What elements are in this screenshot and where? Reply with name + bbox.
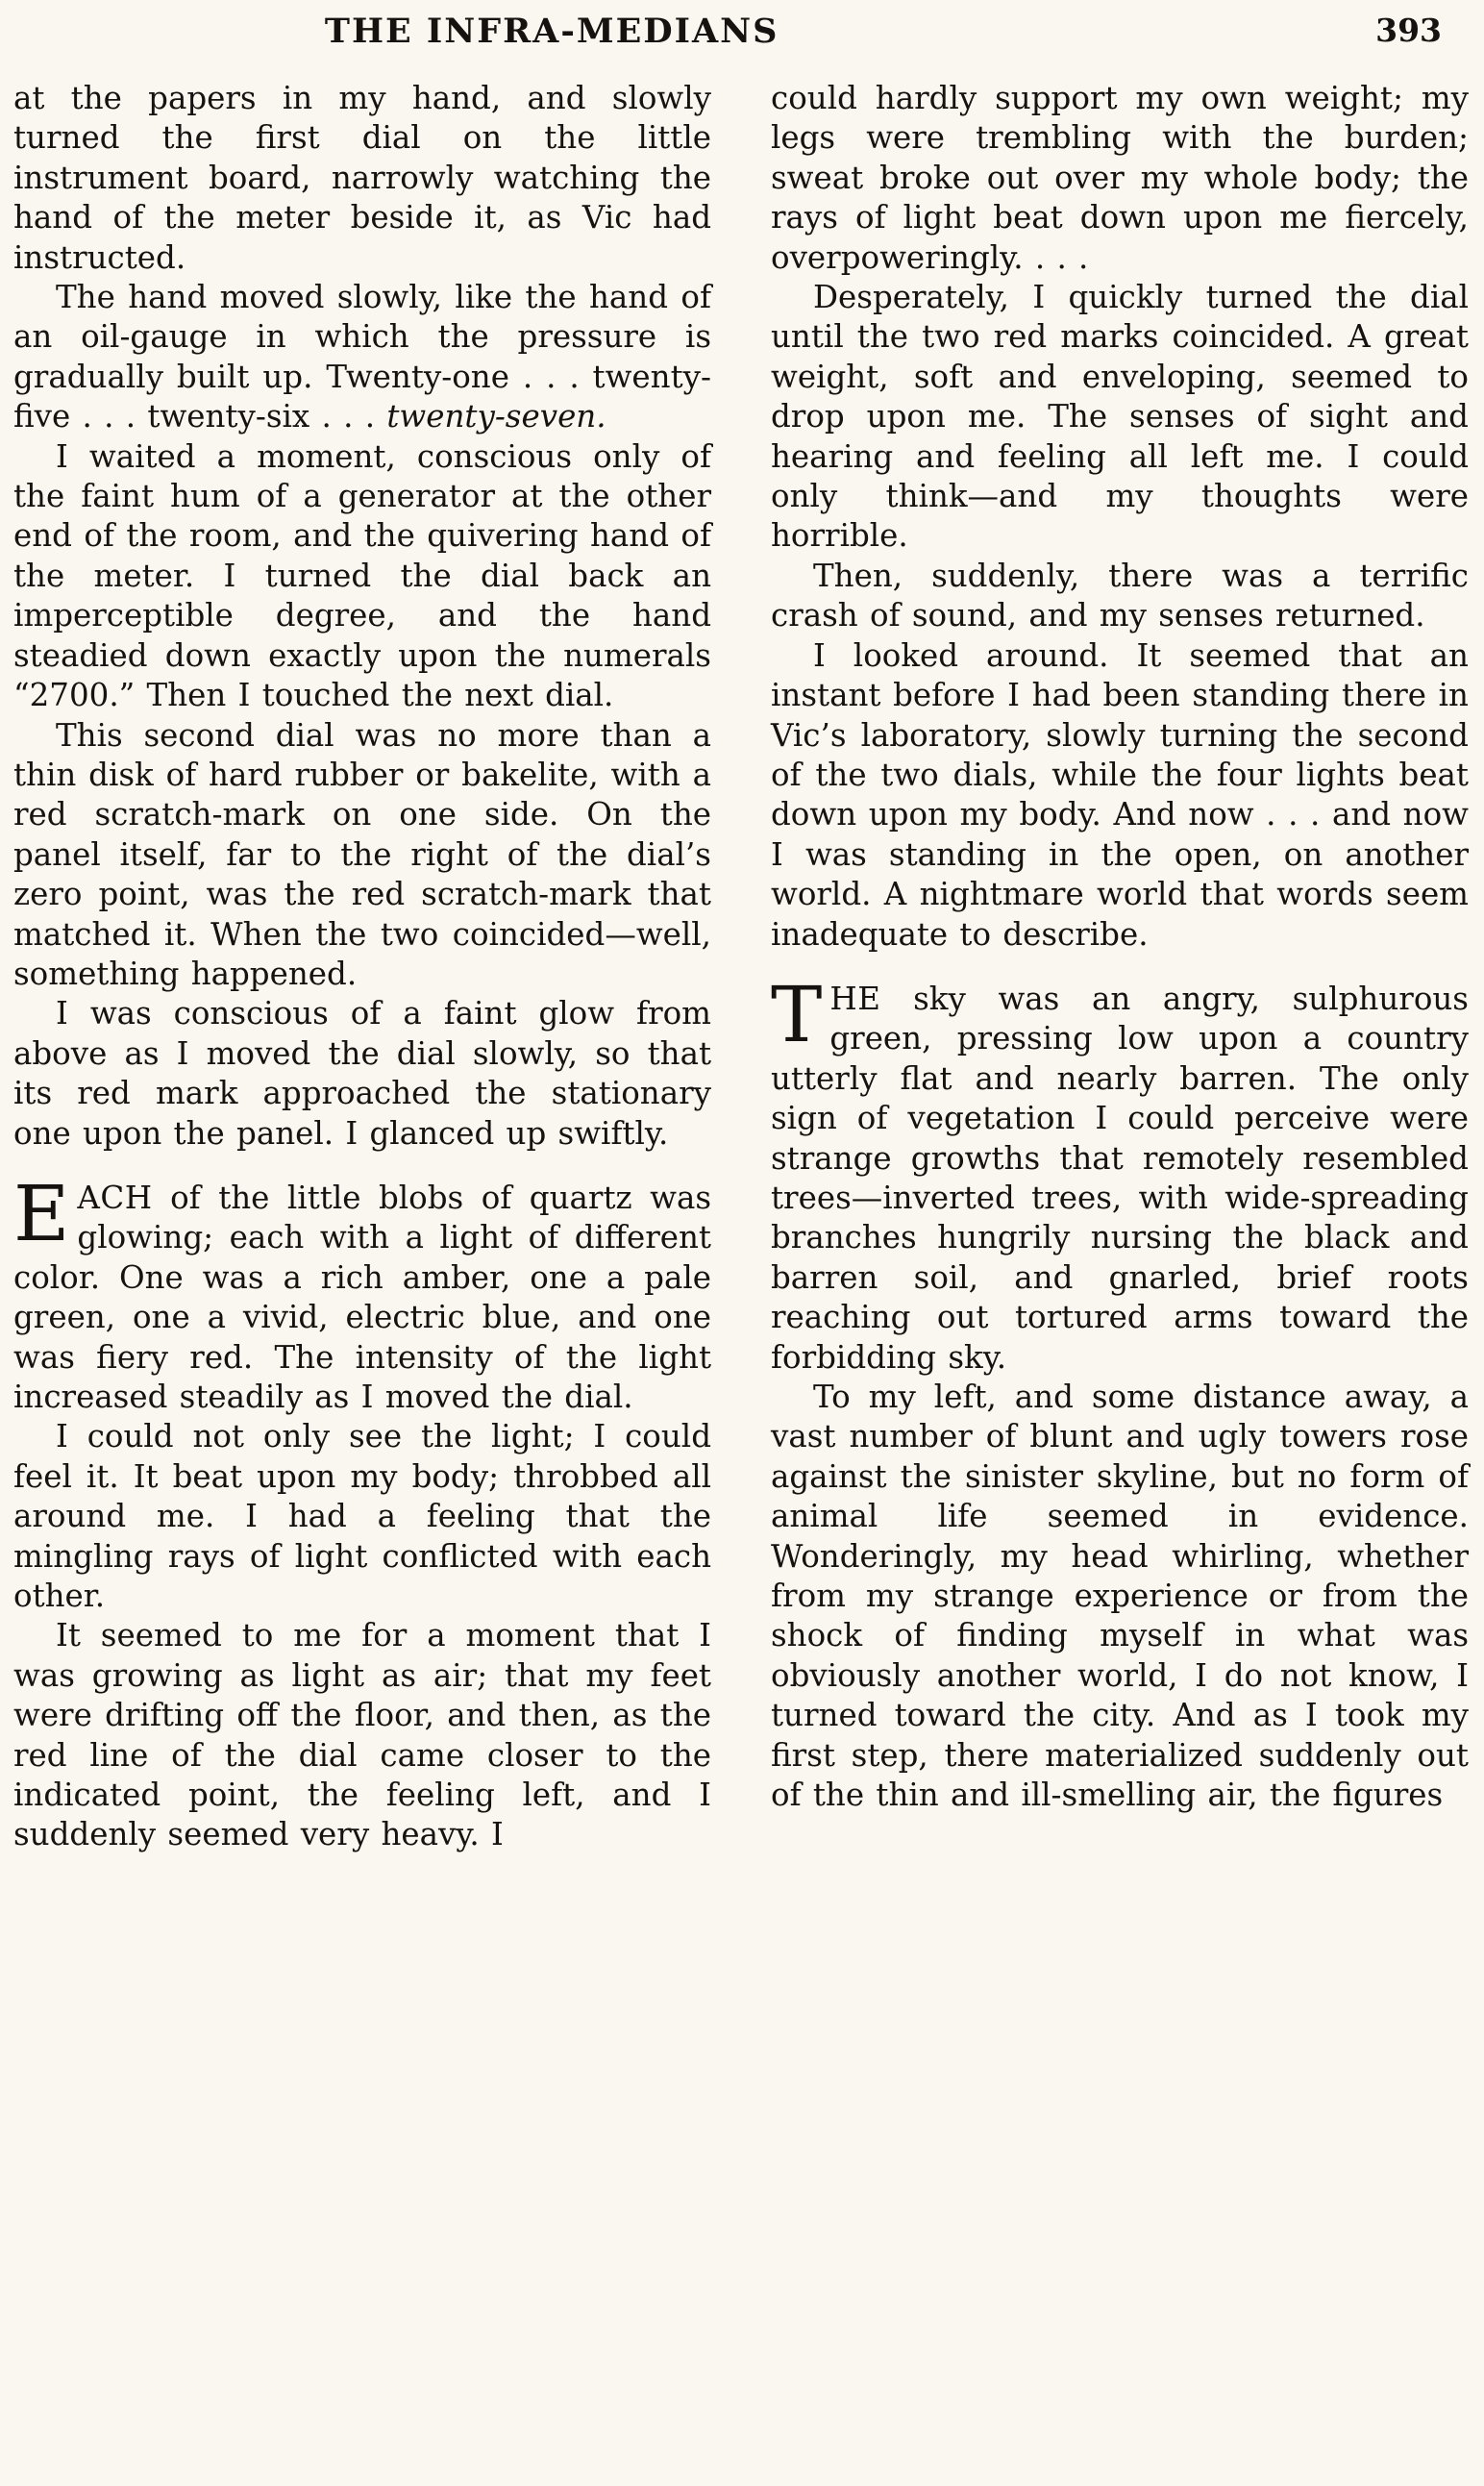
paragraph: I could not only see the light; I could feel it. It beat upon my body; throbbed all around me. I had a feeling that the mingling rays of light conflicted with each other. [13, 1418, 711, 1615]
right-column [771, 79, 1469, 1855]
text-columns [13, 79, 1469, 1855]
lead-caps: ACH [77, 1179, 153, 1216]
paragraph: could hardly support my own weight; my legs were trembling with the burden; sweat broke out over my whole body; the rays of light beat down upon me fiercely, overpoweringly. . . . [771, 80, 1469, 276]
paragraph-text: of the little blobs of quartz was glowing; each with a light of different color. One was a rich amber, one a pale green, one a vivid, electric blue, and one was fiery red. The intensity of the light increased steadily as I moved the dial. [13, 1179, 711, 1415]
page-number: 393 [1375, 12, 1442, 49]
paragraph: I waited a moment, conscious only of the faint hum of a generator at the other end of the room, and the quivering hand of the meter. I turned the dial back an imperceptible degree, and the hand steadied down exactly upon the numerals “2700.” Then I touched the next dial. [13, 437, 711, 714]
paragraph: It seemed to me for a moment that I was growing as light as air; that my feet were drifting off the floor, and then, as the red line of the dial came closer to the indicated point, the feeling left, and I suddenly seemed very heavy. I [13, 1617, 711, 1853]
paragraph: Then, suddenly, there was a terrific crash of sound, and my senses returned. [771, 557, 1469, 634]
paragraph: I was conscious of a faint glow from above as I moved the dial slowly, so that its red mark approached the stationary one upon the panel. I glanced up swiftly. [13, 995, 711, 1152]
section-opening-paragraph [771, 969, 1469, 1378]
lead-caps: HE [829, 980, 881, 1017]
drop-cap: T [771, 969, 823, 1059]
paragraph: To my left, and some distance away, a vast number of blunt and ugly towers rose against the sinister skyline, but no form of animal life seemed in evidence. Wonderingly, my head whirling, whether from my strange experience or from the shock of finding myself in what was obviously another world, I do not know, I turned toward the city. And as I took my first step, there materialized suddenly out of the thin and ill-smelling air, the figures [771, 1379, 1469, 1814]
drop-cap: E [13, 1168, 70, 1258]
paragraph: at the papers in my hand, and slowly turned the first dial on the little instrument board, narrowly watching the hand of the meter beside it, as Vic had instructed. [13, 80, 711, 276]
page-header [13, 12, 1469, 56]
paragraph-text: The hand moved slowly, like the hand of an oil-gauge in which the pressure is gradually built up. Twenty-one . . . twenty-five . . . twenty-six . . . [13, 279, 711, 435]
paragraph: This second dial was no more than a thin disk of hard rubber or bakelite, with a red scratch-mark on one side. On the panel itself, far to the right of the dial’s zero point, was the red scratch-mark that matched it. When the two coincided—well, something happened. [13, 716, 711, 992]
paragraph: Desperately, I quickly turned the dial until the two red marks coincided. A great weight, soft and enveloping, seemed to drop upon me. The senses of sight and hearing and feeling all left me. I could only think—and my thoughts were horrible. [771, 279, 1469, 555]
paragraph [13, 278, 711, 437]
section-opening-paragraph [13, 1168, 711, 1417]
left-column [13, 79, 711, 1855]
paragraph-text: sky was an angry, sulphurous green, pressing low upon a country utterly flat and nearly barren. The only sign of vegetation I could perceive were strange growths that remotely resembled trees—inverted trees, with wide-spreading branches hungrily nursing the black and barren soil, and gnarled, brief roots reaching out tortured arms toward the forbidding sky. [771, 980, 1469, 1376]
running-head-title: THE INFRA-MEDIANS [324, 12, 779, 51]
italic-text: twenty-seven. [386, 398, 606, 435]
paragraph: I looked around. It seemed that an instant before I had been standing there in Vic’s laboratory, slowly turning the second of the two dials, while the four lights beat down upon my body. And now . . . and now I was standing in the open, on another world. A nightmare world that words seem inadequate to describe. [771, 636, 1469, 953]
